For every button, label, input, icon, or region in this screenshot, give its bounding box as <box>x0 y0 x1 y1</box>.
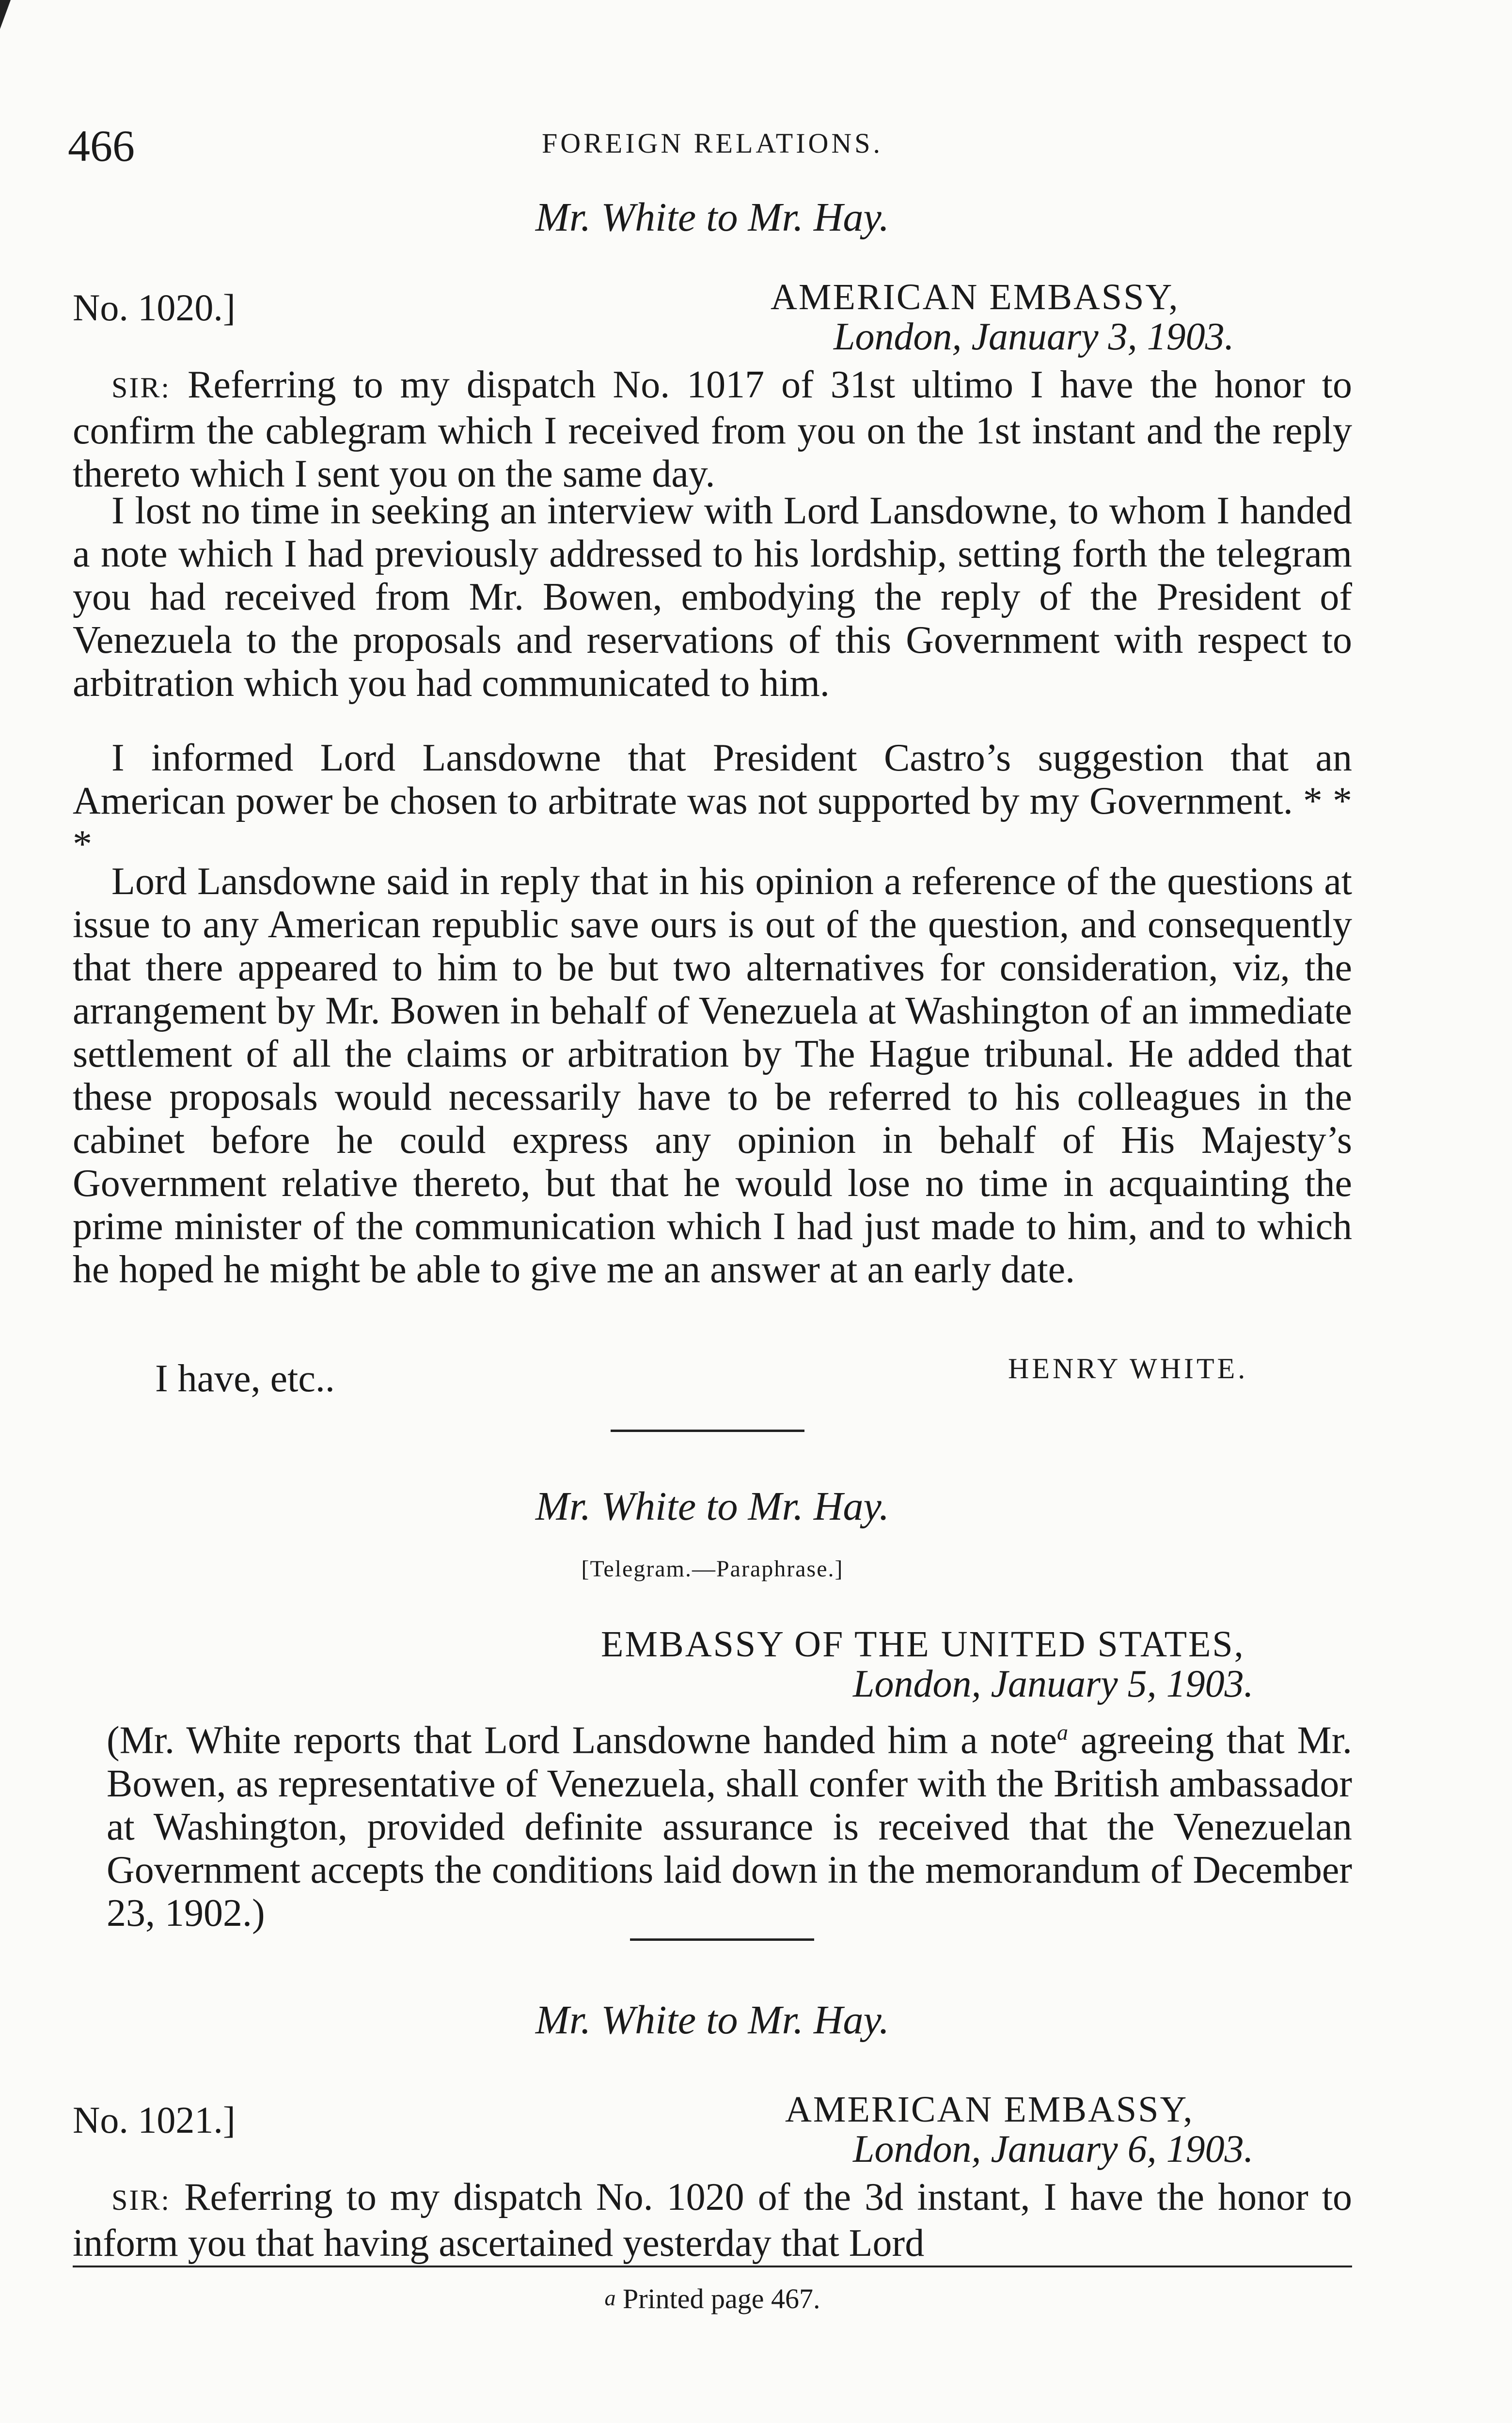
letter1-signature: HENRY WHITE. <box>1008 1353 1248 1385</box>
footnote-reference: a <box>1057 1720 1068 1745</box>
footnote-mark: a <box>604 2285 616 2310</box>
letter2-heading: Mr. White to Mr. Hay. <box>535 1484 890 1529</box>
letter3-salutation: SIR: <box>111 2184 171 2216</box>
letter2-place: EMBASSY OF THE UNITED STATES, <box>601 1624 1245 1665</box>
letter1-paragraph-2: I lost no time in seeking an interview with Lord Lansdowne, to whom I handed a note which I had previously addressed to his lordship, setting forth the telegram you had received from Mr. Bowen, embodying the reply of the President of Venezuela to the proposals and reservations of this Government with respect to arbitration which you had communicated to him. <box>73 489 1352 705</box>
letter2-telegram-note: [Telegram.—Paraphrase.] <box>581 1556 844 1582</box>
scan-corner-mark <box>0 0 11 29</box>
document-page <box>68 0 1353 2423</box>
page-number: 466 <box>68 121 135 171</box>
letter1-dispatch-number: No. 1020.] <box>73 286 236 329</box>
letter3-place: AMERICAN EMBASSY, <box>785 2089 1194 2130</box>
footnote-rule <box>73 2266 1352 2267</box>
letter3-paragraph-1: SIR: Referring to my dispatch No. 1020 of the 3d instant, I have the honor to inform you that having ascertained yesterday that Lord <box>73 2176 1352 2265</box>
letter3-date: London, January 6, 1903. <box>853 2128 1254 2171</box>
section-divider <box>611 1430 804 1432</box>
letter1-paragraph-1: SIR: Referring to my dispatch No. 1017 of 31st ultimo I have the honor to confirm the cablegram which I received from you on the 1st instant and the reply thereto which I sent you on the same day. <box>73 363 1353 495</box>
letter3-dispatch-number: No. 1021.] <box>73 2099 236 2141</box>
letter1-closing: I have, etc.. <box>155 1357 335 1400</box>
footnote: a Printed page 467. <box>604 2283 820 2314</box>
letter1-paragraph-3: I informed Lord Lansdowne that President Castro’s suggestion that an American power be chosen to arbitrate was not supported by my Government. * * * <box>73 737 1352 865</box>
letter1-date: London, January 3, 1903. <box>834 315 1234 358</box>
letter1-heading: Mr. White to Mr. Hay. <box>535 195 890 240</box>
running-head: FOREIGN RELATIONS. <box>541 127 883 159</box>
letter1-paragraph-4: Lord Lansdowne said in reply that in his opinion a reference of the questions at issue to any American republic save ours is out of the question, and consequently that there appeared to him to be but two alternatives for consideration, viz, the arrangement by Mr. Bowen in behalf of Venezuela at Washington of an immediate settlement of all the claims or arbitration by The Hague tribunal. He added that these proposals would necessarily have to be referred to his colleagues in the cabinet before he could express any opinion in behalf of His Majesty’s Government relative thereto, but that he would lose no time in acquainting the prime minister of the communication which I had just made to him, and to which he hoped he might be able to give me an answer at an early date. <box>73 860 1352 1291</box>
letter3-heading: Mr. White to Mr. Hay. <box>535 1998 890 2043</box>
section-divider <box>630 1938 814 1941</box>
letter2-date: London, January 5, 1903. <box>853 1663 1254 1705</box>
letter2-body: (Mr. White reports that Lord Lansdowne handed him a note$^a$ agreeing that Mr. Bowen, as representative of Venezuela, shall confer with the British ambassador at Washington, provided definite assurance is received that the Venezuelan Government accepts the conditions laid down in the memorandum of December 23, 1902.) <box>107 1719 1352 1935</box>
letter1-salutation: SIR: <box>111 372 171 404</box>
letter1-place: AMERICAN EMBASSY, <box>771 277 1180 317</box>
